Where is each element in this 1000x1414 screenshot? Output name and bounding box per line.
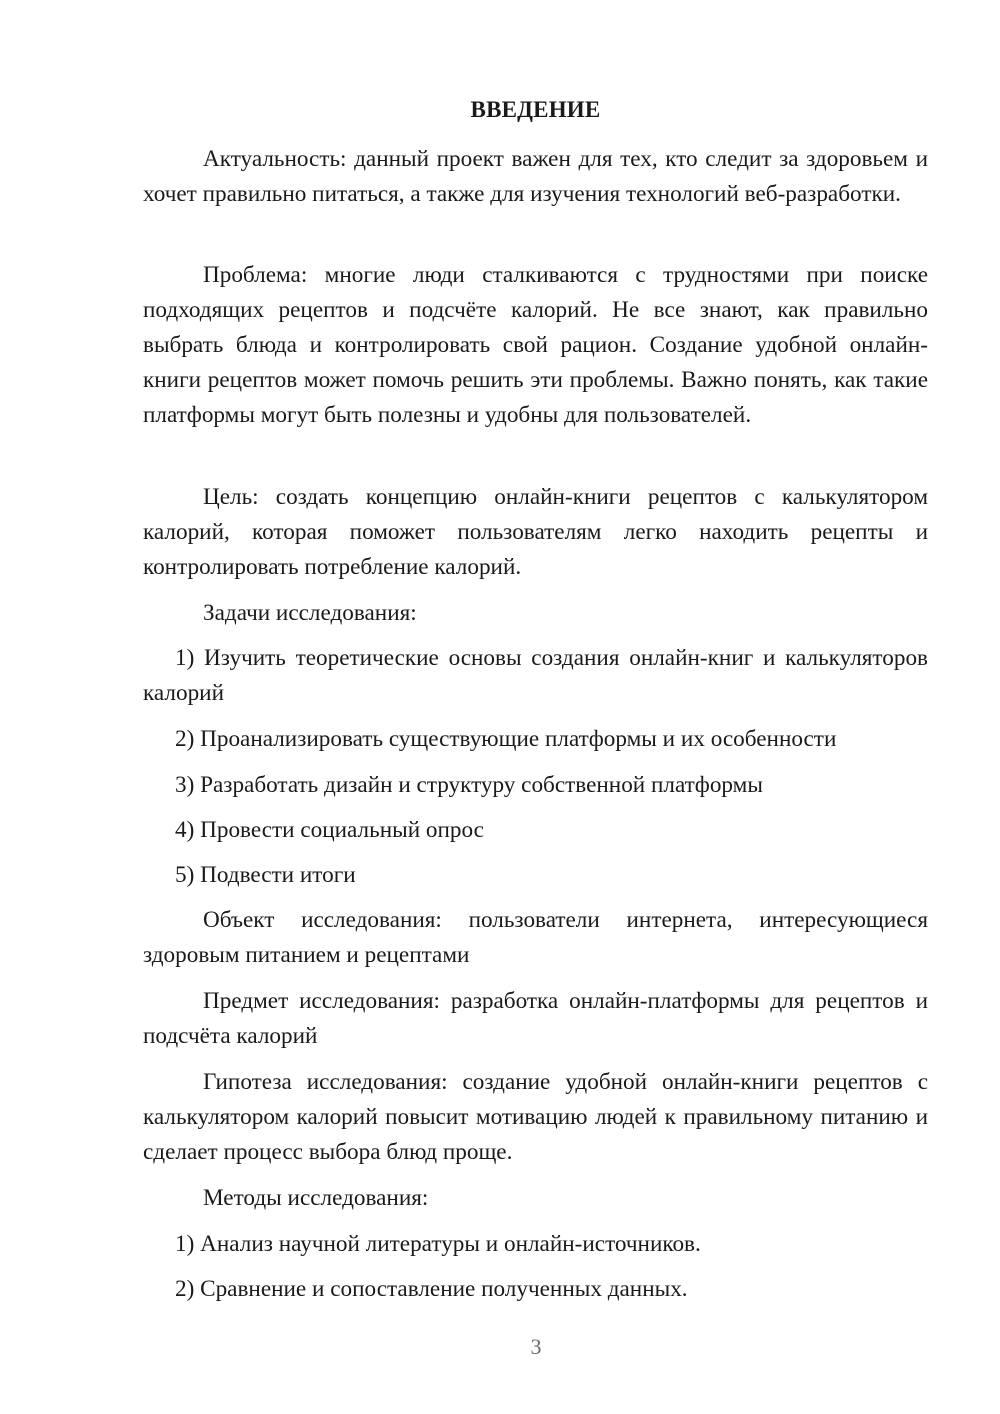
page-number: 3 xyxy=(530,1334,542,1359)
hypothesis-paragraph: Гипотеза исследования: создание удобной онлайн-книги рецептов с калькулятором калорий повысит мотивацию людей к правильному питанию и сделает процесс выбора блюд проще. xyxy=(143,1069,928,1165)
goal-paragraph: Цель: создать концепцию онлайн-книги рецептов с калькулятором калорий, которая поможет пользователям легко находить рецепты и контролировать потребление калорий. xyxy=(143,484,928,580)
page-title: ВВЕДЕНИЕ xyxy=(470,97,601,122)
tasks-heading: Задачи исследования: xyxy=(203,600,417,626)
subject-paragraph: Предмет исследования: разработка онлайн-платформы для рецептов и подсчёта калорий xyxy=(143,988,928,1049)
task-item: 1) Изучить теоретические основы создания онлайн-книг и калькуляторов калорий xyxy=(143,645,928,706)
task-item: 3) Разработать дизайн и структуру собственной платформы xyxy=(175,772,763,798)
task-item: 4) Провести социальный опрос xyxy=(175,817,484,843)
task-item: 5) Подвести итоги xyxy=(175,862,356,888)
method-item: 2) Сравнение и сопоставление полученных данных. xyxy=(175,1276,688,1302)
problem-paragraph: Проблема: многие люди сталкиваются с трудностями при поиске подходящих рецептов и подсчёте калорий. Не все знают, как правильно выбрать блюда и контролировать свой рацион. Создание удобной онлайн-книги рецептов может помочь решить эти проблемы. Важно понять, как такие платформы могут быть полезны и удобны для пользователей. xyxy=(143,262,928,428)
task-item: 2) Проанализировать существующие платформы и их особенности xyxy=(175,726,837,752)
methods-heading: Методы исследования: xyxy=(203,1185,429,1211)
object-paragraph: Объект исследования: пользователи интернета, интересующиеся здоровым питанием и рецептами xyxy=(143,907,928,968)
relevance-paragraph: Актуальность: данный проект важен для тех, кто следит за здоровьем и хочет правильно питаться, а также для изучения технологий веб-разработки. xyxy=(143,146,928,207)
method-item: 1) Анализ научной литературы и онлайн-источников. xyxy=(175,1231,701,1257)
